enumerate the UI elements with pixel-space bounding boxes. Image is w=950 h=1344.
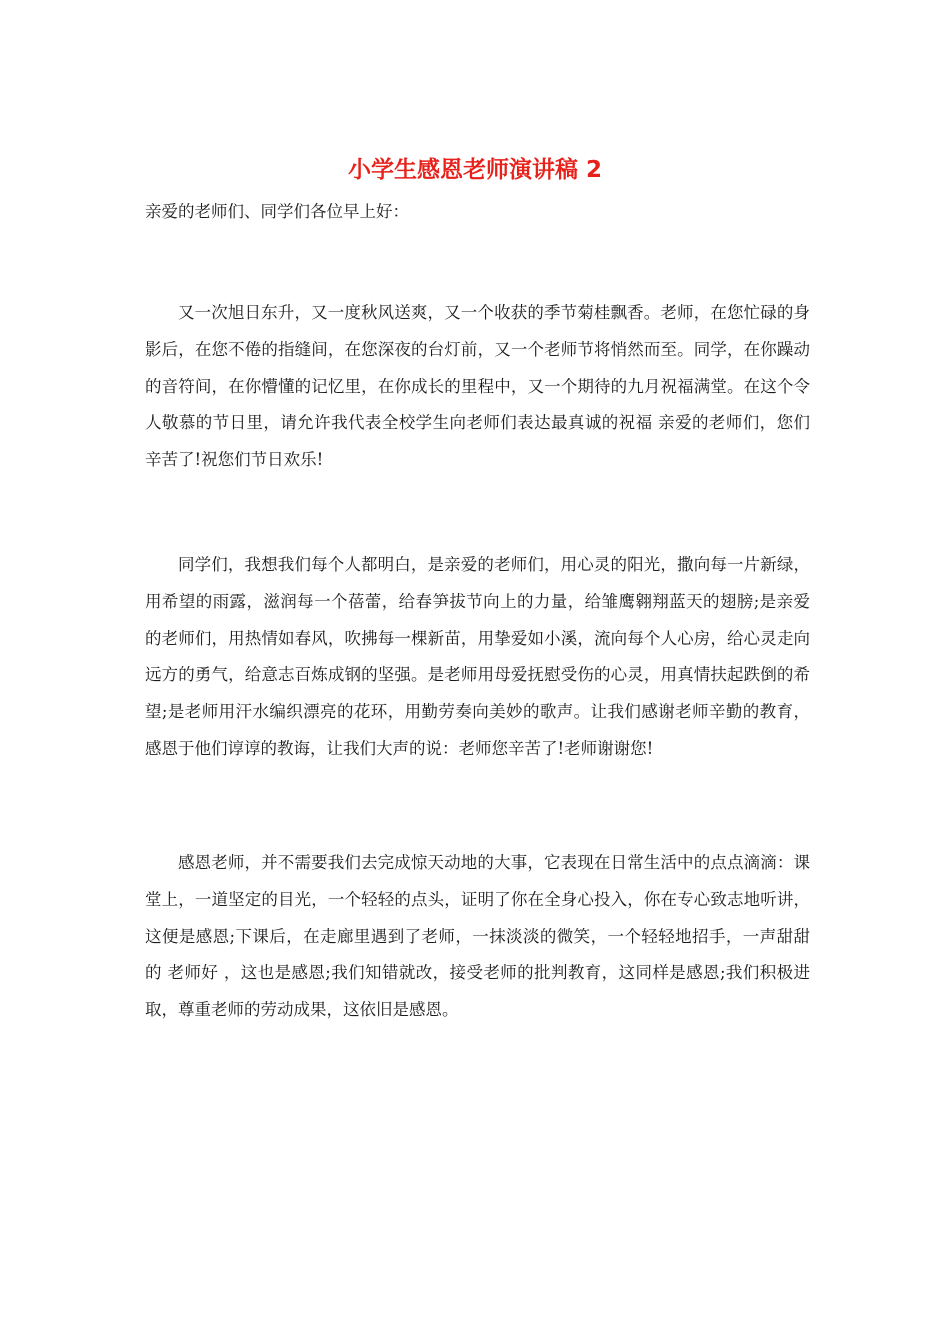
greeting-line: 亲爱的老师们、同学们各位早上好： (145, 202, 409, 221)
paragraph-2: 同学们，我想我们每个人都明白，是亲爱的老师们，用心灵的阳光，撒向每一片新绿，用希望的雨露，滋润每一个蓓蕾，给春笋拔节向上的力量，给雏鹰翱翔蓝天的翅膀;是亲爱的老师们，用热情如春风，吹拂每一棵新苗，用挚爱如小溪，流向每个人心房，给心灵走向远方的勇气，给意志百炼成钢的坚强。是老师用母爱抚慰受伤的心灵，用真情扶起跌倒的希望;是老师用汗水编织漂亮的花环，用勤劳奏向美妙的歌声。让我们感谢老师辛勤的教育，感恩于他们谆谆的教诲，让我们大声的说：老师您辛苦了!老师谢谢您! (145, 555, 810, 758)
paragraph-1: 又一次旭日东升，又一度秋风送爽，又一个收获的季节菊桂飘香。老师，在您忙碌的身影后，在您不倦的指缝间，在您深夜的台灯前，又一个老师节将悄然而至。同学，在你躁动的音符间，在你懵懂的记忆里，在你成长的里程中，又一个期待的九月祝福满堂。在这个令人敬慕的节日里，请允许我代表全校学生向老师们表达最真诚的祝福 亲爱的老师们，您们辛苦了!祝您们节日欢乐! (145, 303, 810, 470)
document-title: 小学生感恩老师演讲稿 2 (347, 157, 602, 183)
paragraph-3: 感恩老师，并不需要我们去完成惊天动地的大事，它表现在日常生活中的点点滴滴：课堂上，一道坚定的目光，一个轻轻的点头，证明了你在全身心投入，你在专心致志地听讲，这便是感恩;下课后，在走廊里遇到了老师，一抹淡淡的微笑，一个轻轻地招手，一声甜甜的 老师好 ，这也是感恩;我们知错就改，接受老师的批判教育，这同样是感恩;我们积极进取，尊重老师的劳动成果，这依旧是感恩。 (145, 853, 810, 1020)
